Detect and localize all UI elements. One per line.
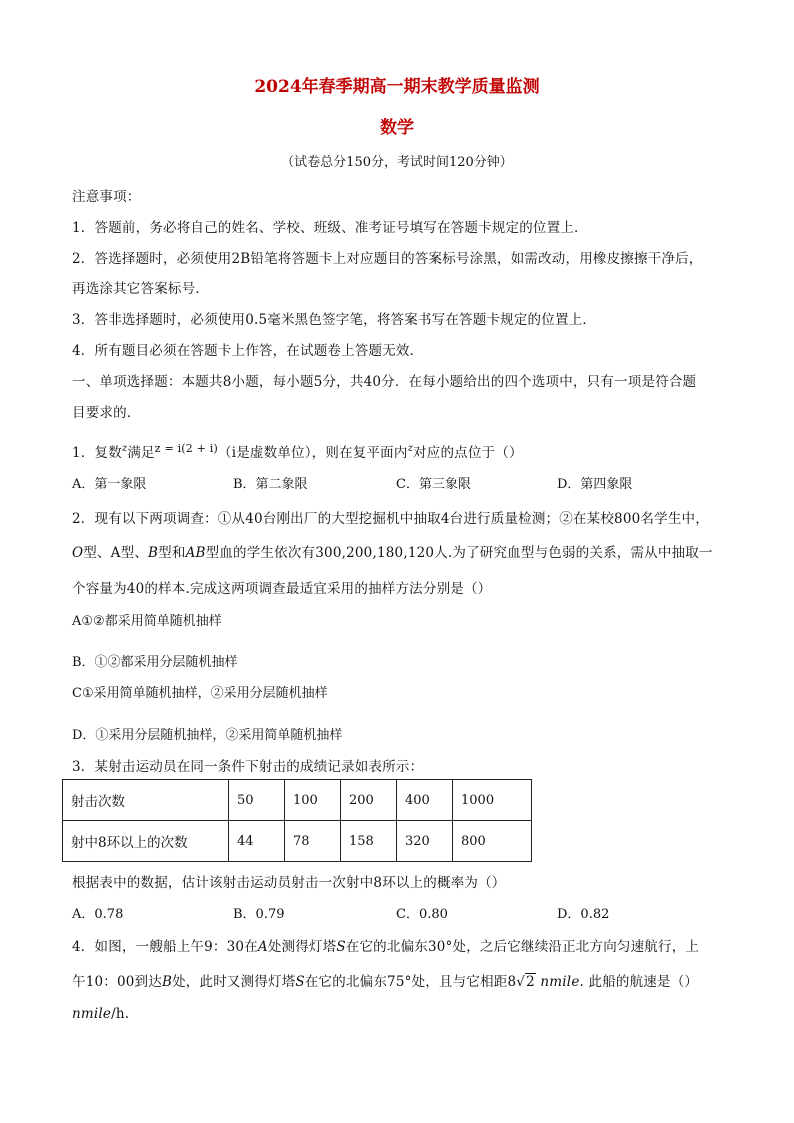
q2-text: 型血的学生依次有300,200,180,120人.为了研究血型与色弱的关系，需从中抽取一 — [205, 545, 713, 561]
q2-text: 型和 — [158, 545, 186, 561]
q4-text: 在它的北偏东75°处，且与它相距8 — [304, 974, 517, 990]
q1-var-z2: z — [407, 443, 414, 454]
q1-formula: z = i(2 + i) — [154, 442, 218, 455]
exam-note: （试卷总分150分，考试时间120分钟） — [281, 155, 513, 170]
q4-text: 午10：00到达 — [72, 974, 162, 990]
q1-mid: 满足 — [127, 445, 155, 461]
q4-point-s: S — [295, 974, 305, 990]
table-cell: 200 — [341, 780, 397, 821]
q4-point-a: A — [257, 939, 268, 955]
q1-option-c: C．第三象限 — [396, 477, 471, 492]
table-cell: 158 — [341, 821, 397, 862]
q4-unit: nmile — [72, 1006, 112, 1022]
score-table — [62, 779, 532, 862]
q1-var-z: z — [121, 443, 128, 454]
q4-point-b: B — [161, 974, 173, 990]
exam-title: 2024年春季期高一期末教学质量监测 — [254, 77, 540, 97]
q4-unit: nmile — [540, 974, 580, 990]
q4-radicand: 2 — [526, 974, 535, 990]
table-row — [63, 780, 532, 821]
q4-line-2 — [72, 970, 698, 990]
table-cell: 射中8环以上的次数 — [63, 821, 229, 862]
q4-text: 在它的北偏东30°处，之后它继续沿正北方向匀速航行，上 — [345, 939, 700, 955]
notice-item: 1．答题前，务必将自己的姓名、学校、班级、准考证号填写在答题卡规定的位置上． — [72, 220, 588, 236]
q4-text: . 此船的航速是（） — [579, 974, 699, 990]
q2-option-a: A①②都采用简单随机抽样 — [72, 614, 222, 629]
q3-option-c: C．0.80 — [396, 907, 448, 922]
q4-text: /h. — [111, 1006, 130, 1022]
sqrt-symbol: √2 — [516, 974, 535, 990]
q1-option-b: B．第二象限 — [233, 477, 308, 492]
q2-option-b: B．①②都采用分层随机抽样 — [72, 655, 238, 670]
q4-line-3 — [72, 1006, 129, 1022]
q3-option-b: B．0.79 — [233, 907, 285, 922]
table-cell: 400 — [397, 780, 453, 821]
q1-suffix: （i是虚数单位），则在复平面内 — [218, 445, 408, 461]
q4-point-s: S — [336, 939, 346, 955]
q4-text: 处，此时又测得灯塔 — [172, 974, 296, 990]
table-row — [63, 821, 532, 862]
q2-text: 型、A型、 — [83, 545, 149, 561]
table-cell: 100 — [285, 780, 341, 821]
section-heading-cont: 目要求的． — [72, 405, 141, 421]
notice-item: 3．答非选择题时，必须使用0.5毫米黑色签字笔，将答案书写在答题卡规定的位置上． — [72, 312, 597, 328]
notice-item: 4．所有题目必须在答题卡上作答，在试题卷上答题无效． — [72, 343, 424, 359]
table-cell: 78 — [285, 821, 341, 862]
q3-option-d: D．0.82 — [557, 907, 610, 922]
table-cell: 320 — [397, 821, 453, 862]
q1-suffix2: 对应的点位于（） — [413, 445, 523, 461]
q2-option-c: C①采用简单随机抽样，②采用分层随机抽样 — [72, 686, 328, 701]
q4-line-1 — [72, 935, 699, 955]
q1-prefix: 1．复数 — [72, 445, 122, 461]
q3-line-1: 3．某射击运动员在同一条件下射击的成绩记录如表所示： — [72, 759, 424, 775]
q2-blood-o: O — [72, 545, 84, 561]
section-heading: 一、单项选择题：本题共8小题，每小题5分，共40分．在每小题给出的四个选项中，只有一项是符合题 — [72, 374, 697, 390]
table-cell: 射击次数 — [63, 780, 229, 821]
q3-line-2: 根据表中的数据，估计该射击运动员射击一次射中8环以上的概率为（） — [72, 875, 506, 891]
table-cell: 50 — [229, 780, 285, 821]
table-cell: 44 — [229, 821, 285, 862]
q2-line-2 — [72, 541, 713, 561]
question-1 — [72, 441, 523, 461]
q2-blood-b: B — [148, 545, 159, 561]
q2-blood-ab: AB — [185, 545, 206, 561]
subject-title: 数学 — [380, 118, 414, 138]
q2-line-1: 2．现有以下两项调查：①从40台刚出厂的大型挖掘机中抽取4台进行质量检测；②在某校800名学生中， — [72, 511, 709, 527]
q4-text: 4．如图，一艘船上午9：30在 — [72, 939, 258, 955]
table-cell: 1000 — [453, 780, 532, 821]
q4-text: 处测得灯塔 — [267, 939, 337, 955]
notice-item: 再选涂其它答案标号． — [72, 281, 209, 297]
q1-option-a: A．第一象限 — [72, 477, 147, 492]
q2-option-d: D．①采用分层随机抽样，②采用简单随机抽样 — [72, 728, 343, 743]
q1-option-d: D．第四象限 — [557, 477, 633, 492]
notice-heading: 注意事项： — [72, 189, 141, 205]
notice-item: 2．答选择题时，必须使用2B铅笔将答题卡上对应题目的答案标号涂黑，如需改动，用橡皮擦擦干净后， — [72, 251, 703, 267]
q2-line-3: 个容量为40的样本.完成这两项调查最适宜采用的抽样方法分别是（） — [72, 581, 492, 597]
table-cell: 800 — [453, 821, 532, 862]
q3-option-a: A．0.78 — [72, 907, 124, 922]
